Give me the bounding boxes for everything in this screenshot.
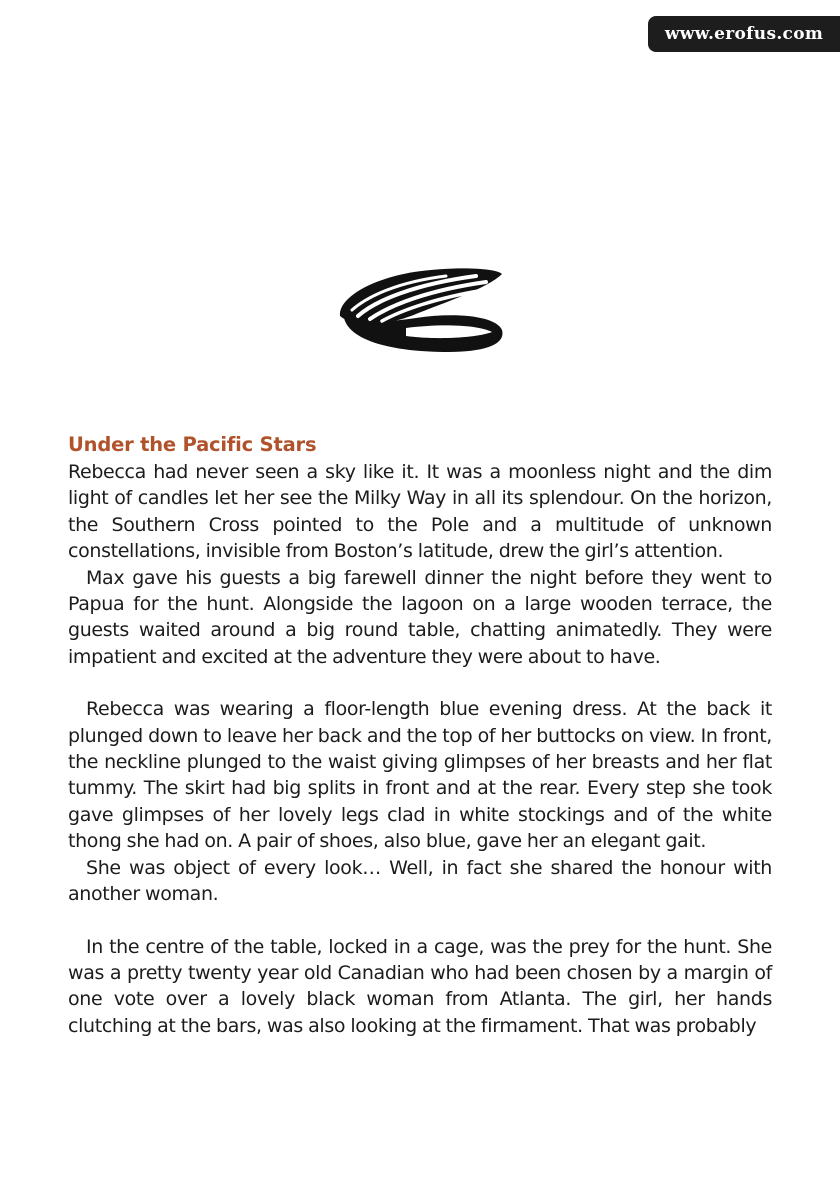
paragraph: In the centre of the table, locked in a cage, was the prey for the hunt. She was a pretty twenty year old Canadian who had been chosen by a margin of one vote over a lovely black woman from Atlanta. The girl, her hands clutching at the bars, was also looking at the firmament. That was probably <box>68 935 772 1037</box>
paragraph: Max gave his guests a big farewell dinner the night before they went to Papua for the hunt. Alongside the lagoon on a large wooden terrace, the guests waited around a big round table, chatting animatedly. They were impatient and excited at the adventure they were about to have. <box>68 566 772 668</box>
watermark <box>648 16 840 52</box>
paragraph: She was object of every look… Well, in fact she shared the honour with another woman. <box>68 856 772 906</box>
paragraph: Rebecca was wearing a floor-length blue evening dress. At the back it plunged down to leave her back and the top of her buttocks on view. In front, the neckline plunged to the waist giving glimpses of her breasts and her flat tummy. The skirt had big splits in front and at the rear. Every step she took gave glimpses of her lovely legs clad in white stockings and of the white thong she had on. A pair of shoes, also blue, gave her an elegant gait. <box>68 698 772 853</box>
watermark-text: www.erofus.com <box>664 24 824 44</box>
chapter-section <box>68 432 772 1039</box>
section-title: Under the Pacific Stars <box>68 433 317 456</box>
paragraph: Rebecca had never seen a sky like it. It was a moonless night and the dim light of candles let her see the Milky Way in all its splendour. On the horizon, the Southern Cross pointed to the Pole and a multitude of unknown constellations, invisible from Boston’s latitude, drew the girl’s attention. <box>68 461 772 563</box>
clam-shell-icon <box>336 266 512 362</box>
